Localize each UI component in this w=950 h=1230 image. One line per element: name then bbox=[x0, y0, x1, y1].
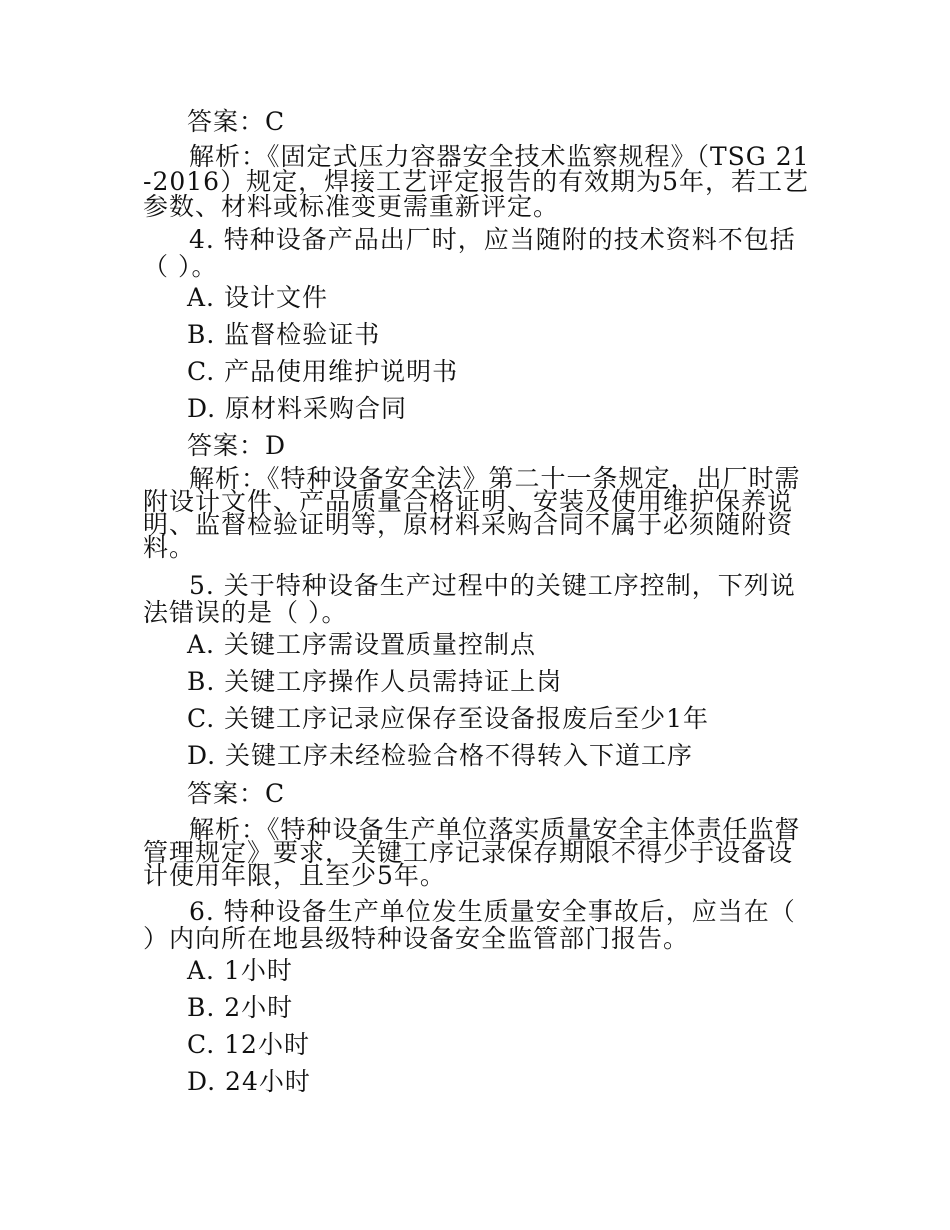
q5-option-c: C. 关键工序记录应保存至设备报废后至少1年 bbox=[187, 704, 710, 733]
q4-question: 4. 特种设备产品出厂时，应当随附的技术资料不包括（ ）。 bbox=[143, 225, 796, 281]
q6-option-d: D. 24小时 bbox=[187, 1067, 311, 1096]
q5-question: 5. 关于特种设备生产过程中的关键工序控制，下列说法错误的是（ ）。 bbox=[143, 571, 796, 627]
q6-option-c: C. 12小时 bbox=[187, 1030, 310, 1059]
q5-option-d: D. 关键工序未经检验合格不得转入下道工序 bbox=[187, 741, 694, 770]
q3-analysis: 解析：《固定式压力容器安全技术监察规程》（TSG 21-2016）规定，焊接工艺评定报告的有效期为5年，若工艺参数、材料或标准变更需重新评定。 bbox=[143, 142, 810, 221]
q5-analysis: 解析：《特种设备生产单位落实质量安全主体责任监督管理规定》要求，关键工序记录保存期限不得少于设备设计使用年限，且至少5年。 bbox=[143, 815, 801, 890]
q4-option-c: C. 产品使用维护说明书 bbox=[187, 357, 459, 386]
q5-option-b: B. 关键工序操作人员需持证上岗 bbox=[187, 667, 563, 696]
q6-option-a: A. 1小时 bbox=[187, 956, 293, 985]
q3-answer: 答案：C bbox=[187, 107, 286, 136]
q5-option-a: A. 关键工序需设置质量控制点 bbox=[187, 630, 536, 659]
q4-analysis: 解析：《特种设备安全法》第二十一条规定，出厂时需附设计文件、产品质量合格证明、安装及使用维护保养说明、监督检验证明等，原材料采购合同不属于必须随附资料。 bbox=[143, 464, 801, 562]
q4-option-b: B. 监督检验证书 bbox=[187, 320, 381, 349]
q6-question: 6. 特种设备生产单位发生质量安全事故后，应当在（ ）内向所在地县级特种设备安全监管部门报告。 bbox=[143, 897, 796, 953]
q4-option-d: D. 原材料采购合同 bbox=[187, 394, 408, 423]
q4-option-a: A. 设计文件 bbox=[187, 283, 328, 312]
q6-option-b: B. 2小时 bbox=[187, 993, 294, 1022]
q4-answer: 答案：D bbox=[187, 431, 287, 460]
q5-answer: 答案：C bbox=[187, 779, 286, 808]
